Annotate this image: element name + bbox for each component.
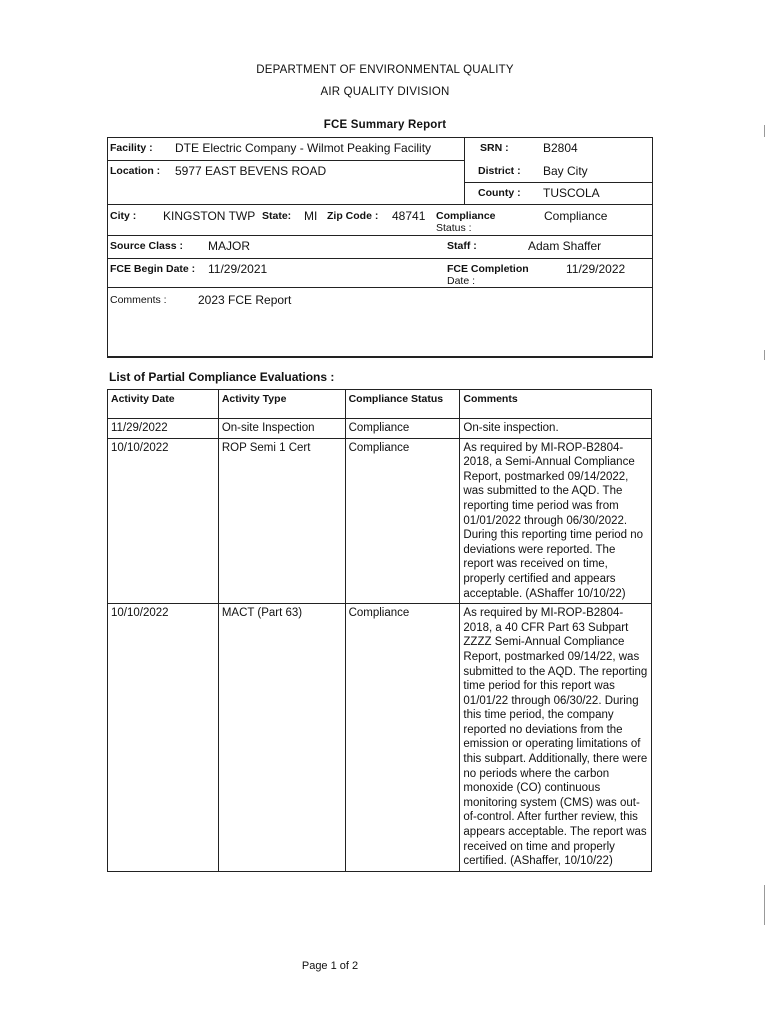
fce-completion-value: 11/29/2022	[566, 262, 626, 276]
report-title: FCE Summary Report	[323, 119, 447, 131]
table-row	[108, 438, 652, 604]
compliance-status-cell: Compliance	[345, 419, 460, 439]
fce-completion-label-date: Date :	[447, 275, 476, 287]
county-value: TUSCOLA	[543, 186, 600, 200]
compliance-label: Compliance	[436, 210, 496, 222]
col-activity-date: Activity Date	[108, 390, 219, 419]
scan-mark	[764, 885, 765, 925]
staff-value: Adam Shaffer	[528, 239, 602, 253]
fce-summary-box	[107, 137, 653, 358]
city-value: KINGSTON TWP	[163, 209, 256, 223]
comments-cell: On-site inspection.	[460, 419, 652, 439]
pce-table	[107, 389, 652, 872]
activity-type-cell: ROP Semi 1 Cert	[218, 438, 345, 604]
state-value: MI	[304, 209, 318, 223]
table-row	[108, 419, 652, 439]
compliance-label-status: Status :	[436, 222, 472, 234]
zip-value: 48741	[392, 209, 426, 223]
fce-begin-label: FCE Begin Date :	[110, 263, 196, 275]
compliance-value: Compliance	[544, 209, 608, 223]
source-class-label: Source Class :	[110, 240, 183, 252]
city-label: City :	[110, 210, 137, 222]
comments-cell: As required by MI-ROP-B2804-2018, a Semi-Annual Compliance Report, postmarked 09/14/2022, was submitted to the AQD. The reporting time period was from 01/01/2022 through 06/30/2022. During this reporting time period no deviations were reported. The report was received on time, properly certified and appears acceptable. (AShaffer 10/10/22)	[460, 438, 652, 604]
pce-header-row	[108, 390, 652, 419]
col-activity-type: Activity Type	[218, 390, 345, 419]
scan-mark	[764, 125, 765, 137]
facility-label: Facility :	[110, 142, 153, 154]
comments-value: 2023 FCE Report	[198, 293, 292, 307]
table-row	[108, 604, 652, 872]
compliance-status-cell: Compliance	[345, 438, 460, 604]
activity-date-cell: 10/10/2022	[108, 604, 219, 872]
activity-date-cell: 11/29/2022	[108, 419, 219, 439]
compliance-status-cell: Compliance	[345, 604, 460, 872]
comments-label: Comments :	[110, 294, 167, 306]
activity-date-cell: 10/10/2022	[108, 438, 219, 604]
fce-begin-value: 11/29/2021	[208, 262, 268, 276]
county-label: County :	[478, 187, 521, 199]
comments-cell: As required by MI-ROP-B2804-2018, a 40 CFR Part 63 Subpart ZZZZ Semi-Annual Compliance Report, postmarked 09/14/22, was submitted to the AQD. The reporting time period for this report was 01/01/22 through 06/30/22. During this time period, the company reported no deviations from the emission or operating limitations of this subpart. Additionally, there were no periods where the carbon monoxide (CO) continuous monitoring system (CMS) was out-of-control. After further review, this appears acceptable. The report was received on time and properly certified. (AShaffer, 10/10/22)	[460, 604, 652, 872]
page-number: Page 1 of 2	[301, 960, 359, 972]
department-heading: DEPARTMENT OF ENVIRONMENTAL QUALITY	[256, 64, 514, 76]
district-value: Bay City	[543, 164, 588, 178]
activity-type-cell: MACT (Part 63)	[218, 604, 345, 872]
state-label: State:	[262, 210, 292, 222]
activity-type-cell: On-site Inspection	[218, 419, 345, 439]
location-value: 5977 EAST BEVENS ROAD	[175, 164, 327, 178]
scan-mark	[764, 350, 765, 360]
srn-value: B2804	[543, 141, 578, 155]
staff-label: Staff :	[447, 240, 477, 252]
fce-completion-label: FCE Completion	[447, 263, 529, 275]
col-comments: Comments	[460, 390, 652, 419]
location-label: Location :	[110, 165, 161, 177]
zip-label: Zip Code :	[327, 210, 379, 222]
source-class-value: MAJOR	[208, 239, 250, 253]
division-heading: AIR QUALITY DIVISION	[320, 86, 450, 98]
facility-value: DTE Electric Company - Wilmot Peaking Facility	[175, 141, 432, 155]
pce-list-title: List of Partial Compliance Evaluations :	[109, 370, 335, 384]
district-label: District :	[478, 165, 521, 177]
col-compliance-status: Compliance Status	[345, 390, 460, 419]
srn-label: SRN :	[480, 142, 509, 154]
